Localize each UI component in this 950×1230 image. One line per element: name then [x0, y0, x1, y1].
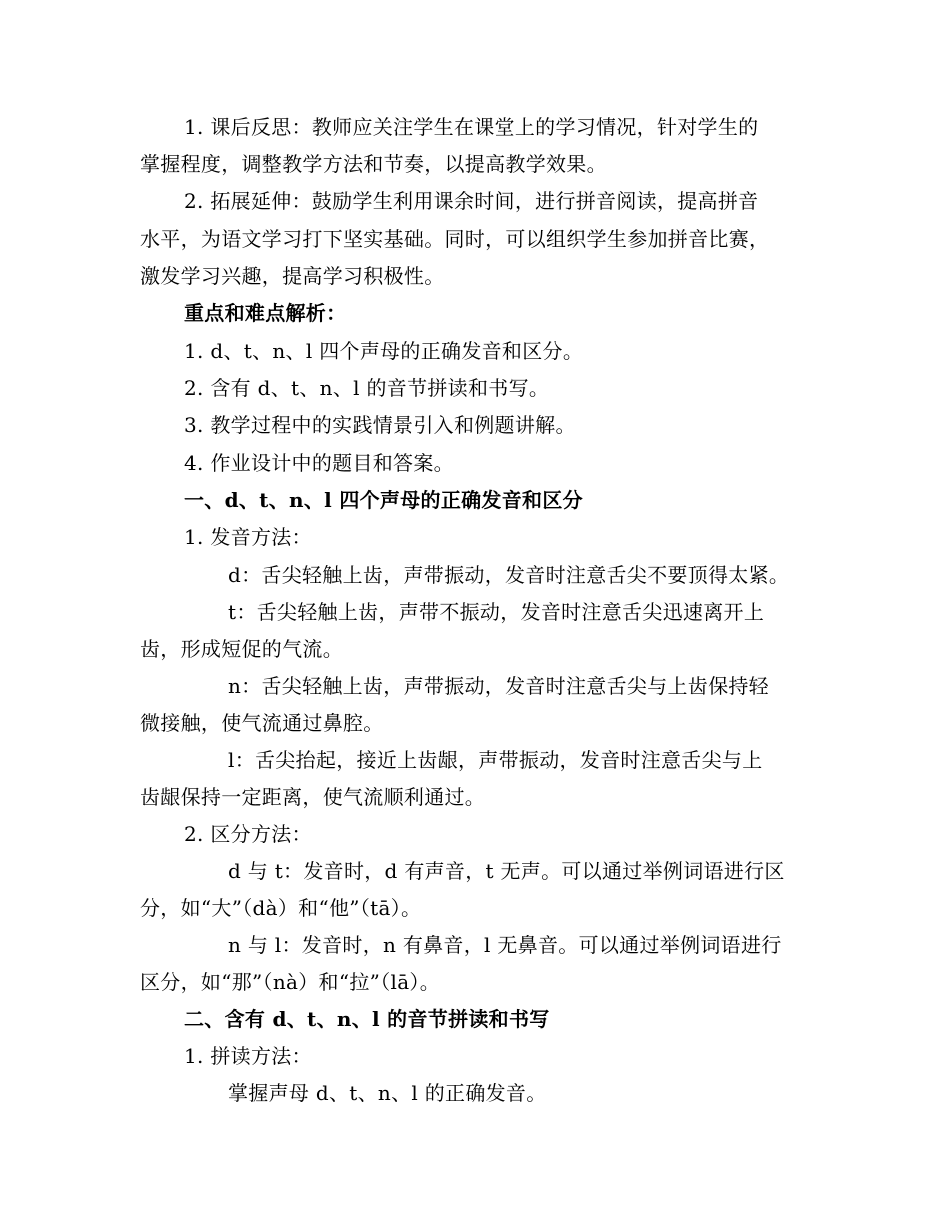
key-point-3: 3. 教学过程中的实践情景引入和例题讲解。: [184, 413, 576, 437]
l-description-line-2: 齿龈保持一定距离，使气流顺利通过。: [140, 785, 486, 809]
extension-item-line-1: 2. 拓展延伸：鼓励学生利用课余时间，进行拼音阅读，提高拼音: [184, 189, 759, 213]
n-l-distinction-line-1: n 与 l：发音时，n 有鼻音，l 无鼻音。可以通过举例词语进行: [228, 933, 782, 957]
d-t-distinction-line-2: 分，如“大”（dà）和“他”（tā）。: [140, 896, 422, 920]
extension-item-line-2: 水平，为语文学习打下坚实基础。同时，可以组织学生参加拼音比赛，: [140, 227, 770, 251]
reflection-item-line-2: 掌握程度，调整教学方法和节奏，以提高教学效果。: [140, 152, 607, 176]
n-l-distinction-line-2: 区分，如“那”（nà）和“拉”（lā）。: [140, 970, 441, 994]
l-description-line-1: l：舌尖抬起，接近上齿龈，声带振动，发音时注意舌尖与上: [228, 748, 763, 772]
distinction-method-label: 2. 区分方法：: [184, 822, 312, 846]
reflection-item-line-1: 1. 课后反思：教师应关注学生在课堂上的学习情况，针对学生的: [184, 115, 759, 139]
d-description: d：舌尖轻触上齿，声带振动，发音时注意舌尖不要顶得太紧。: [228, 563, 790, 587]
spelling-method-text: 掌握声母 d、t、n、l 的正确发音。: [228, 1081, 547, 1105]
d-t-distinction-line-1: d 与 t：发音时，d 有声音，t 无声。可以通过举例词语进行区: [228, 859, 785, 883]
section-2-heading: 二、含有 d、t、n、l 的音节拼读和书写: [184, 1007, 550, 1031]
key-point-4: 4. 作业设计中的题目和答案。: [184, 451, 454, 475]
n-description-line-2: 微接触，使气流通过鼻腔。: [140, 711, 384, 735]
spelling-method-label: 1. 拼读方法：: [184, 1044, 312, 1068]
t-description-line-1: t：舌尖轻触上齿，声带不振动，发音时注意舌尖迅速离开上: [228, 600, 765, 624]
key-point-2: 2. 含有 d、t、n、l 的音节拼读和书写。: [184, 376, 550, 400]
section-1-heading: 一、d、t、n、l 四个声母的正确发音和区分: [184, 488, 583, 512]
extension-item-line-3: 激发学习兴趣，提高学习积极性。: [140, 264, 445, 288]
pronunciation-method-label: 1. 发音方法：: [184, 525, 312, 549]
t-description-line-2: 齿，形成短促的气流。: [140, 637, 343, 661]
key-point-1: 1. d、t、n、l 四个声母的正确发音和区分。: [184, 339, 584, 363]
key-points-heading: 重点和难点解析：: [184, 301, 347, 325]
n-description-line-1: n：舌尖轻触上齿，声带振动，发音时注意舌尖与上齿保持轻: [228, 674, 769, 698]
